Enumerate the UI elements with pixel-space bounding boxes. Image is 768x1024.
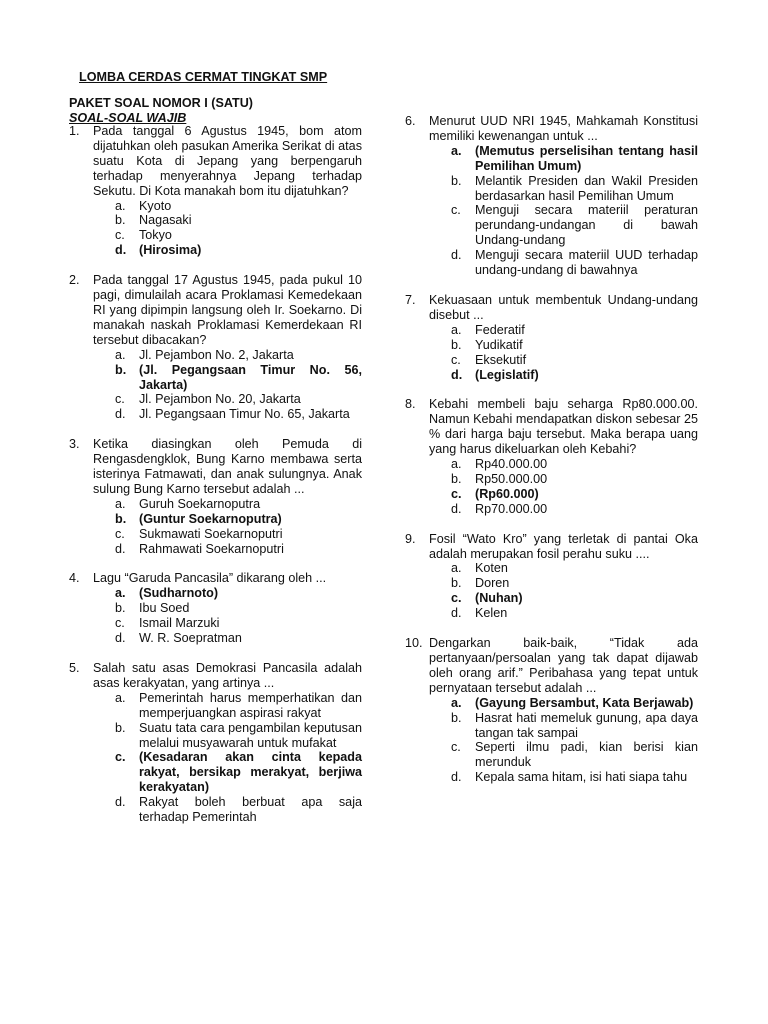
option-letter: a. — [115, 347, 126, 362]
answer-option — [451, 338, 698, 353]
option-letter: d. — [451, 248, 462, 263]
option-letter: c. — [115, 228, 125, 243]
option-text: Guruh Soekarnoputra — [139, 496, 261, 511]
option-text: Rakyat boleh berbuat apa saja terhadap Pemerintah — [139, 795, 362, 825]
option-text: Tokyo — [139, 228, 172, 243]
answer-options — [451, 457, 698, 517]
document-title: LOMBA CERDAS CERMAT TINGKAT SMP — [79, 70, 328, 84]
question-text: Kebahi membeli baju seharga Rp80.000.00. Namun Kebahi mendapatkan diskon sebesar 25 % dari harga baju tersebut. Maka berapa uang yang harus dikeluarkan oleh Kebahi? — [429, 397, 698, 457]
answer-option — [115, 795, 362, 825]
option-letter: d. — [115, 631, 126, 646]
question-number: 7. — [405, 292, 416, 307]
answer-option-correct — [451, 487, 698, 502]
question-text: Lagu “Garuda Pancasila” dikarang oleh ... — [93, 571, 327, 586]
option-text: Rahmawati Soekarnoputri — [139, 541, 284, 556]
answer-options — [115, 497, 362, 557]
answer-option-correct — [115, 750, 362, 795]
option-letter: b. — [451, 471, 462, 486]
answer-options — [451, 144, 698, 278]
answer-option — [451, 770, 698, 785]
answer-options — [451, 561, 698, 621]
question-item — [405, 293, 698, 382]
option-text: (Sudharnoto) — [139, 586, 219, 601]
packet-title: PAKET SOAL NOMOR I (SATU) — [69, 96, 254, 110]
answer-option-correct — [115, 363, 362, 393]
question-number: 3. — [69, 437, 80, 452]
option-letter: c. — [451, 486, 462, 501]
question-number: 5. — [69, 661, 80, 675]
option-letter: d. — [451, 367, 463, 382]
answer-options — [115, 586, 362, 646]
answer-option — [115, 616, 362, 631]
question-number: 10. — [405, 636, 423, 651]
option-text: (Hirosima) — [139, 243, 202, 258]
answer-options — [451, 696, 698, 785]
option-text: Doren — [475, 576, 510, 591]
right-column — [405, 114, 698, 785]
question-spacer — [405, 517, 698, 532]
question-text: Fosil “Wato Kro” yang terletak di pantai Oka adalah merupakan fosil perahu suku .... — [429, 531, 698, 561]
answer-option — [451, 606, 698, 621]
option-text: W. R. Soepratman — [139, 631, 242, 646]
option-text: Yudikatif — [475, 337, 523, 352]
question-text: Ketika diasingkan oleh Pemuda di Rengasdengklok, Bung Karno membawa serta isterinya Fatmawati, dan anak sulungnya. Anak sulung Bung Karno tersebut adalah ... — [93, 437, 362, 496]
option-text: Eksekutif — [475, 352, 527, 367]
question-number: 2. — [69, 273, 80, 288]
option-letter: a. — [451, 143, 462, 158]
question-item — [405, 636, 698, 785]
answer-option-correct — [115, 512, 362, 527]
question-spacer — [405, 382, 698, 397]
option-letter: d. — [115, 243, 127, 258]
option-letter: b. — [115, 213, 126, 228]
answer-option — [451, 174, 698, 204]
answer-option — [451, 576, 698, 591]
option-text: Kyoto — [139, 198, 172, 213]
question-spacer — [69, 646, 362, 661]
option-text: Rp40.000.00 — [475, 457, 548, 472]
question-item — [69, 661, 362, 825]
option-text: (Kesadaran akan cinta kepada rakyat, bersikap merakyat, berjiwa kerakyatan) — [139, 750, 362, 795]
option-letter: a. — [451, 322, 462, 337]
answer-option — [451, 248, 698, 278]
answer-option — [115, 407, 362, 422]
option-text: (Rp60.000) — [475, 486, 539, 501]
option-text: Sukmawati Soekarnoputri — [139, 526, 283, 541]
option-letter: d. — [115, 407, 126, 422]
option-letter: a. — [451, 457, 462, 472]
question-text: Dengarkan baik-baik, “Tidak ada pertanyaan/persoalan yang tak dapat dijawab oleh orang arif.” Peribahasa yang tepat untuk pernyataan tersebut adalah ... — [429, 636, 698, 695]
question-spacer — [69, 258, 362, 273]
option-text: (Jl. Pegangsaan Timur No. 56, Jakarta) — [139, 362, 362, 392]
answer-option — [115, 631, 362, 646]
option-letter: d. — [451, 606, 462, 621]
answer-option-correct — [451, 144, 698, 174]
answer-option — [115, 691, 362, 721]
option-text: Kepala sama hitam, isi hati siapa tahu — [475, 770, 688, 785]
answer-option-correct — [451, 696, 698, 711]
question-spacer — [405, 621, 698, 636]
question-text: Menurut UUD NRI 1945, Mahkamah Konstitusi memiliki kewenangan untuk ... — [429, 114, 698, 143]
answer-option — [115, 199, 362, 214]
question-item — [69, 437, 362, 556]
option-letter: a. — [115, 586, 126, 601]
answer-option — [451, 711, 698, 741]
option-letter: c. — [115, 392, 125, 407]
option-text: Federatif — [475, 322, 525, 337]
option-letter: c. — [115, 526, 125, 541]
option-letter: d. — [115, 541, 126, 556]
answer-option — [451, 502, 698, 517]
option-letter: c. — [115, 750, 126, 765]
option-text: (Guntur Soekarnoputra) — [139, 511, 282, 526]
question-number: 4. — [69, 571, 80, 586]
question-spacer — [69, 556, 362, 571]
question-text: Kekuasaan untuk membentuk Undang-undang disebut ... — [429, 292, 698, 322]
answer-option-correct — [451, 591, 698, 606]
answer-options — [451, 323, 698, 383]
question-item — [69, 124, 362, 258]
option-text: Jl. Pejambon No. 2, Jakarta — [139, 347, 294, 362]
answer-option — [115, 348, 362, 363]
answer-option-correct — [451, 368, 698, 383]
question-text: Pada tanggal 6 Agustus 1945, bom atom dijatuhkan oleh pasukan Amerika Serikat di atas suatu Kota di Jepang yang berpengaruh terhadap menyerahnya Jepang terhadap Sekutu. Di Kota manakah bom itu dijatuhkan? — [93, 124, 362, 198]
option-text: Nagasaki — [139, 213, 192, 228]
answer-option — [451, 353, 698, 368]
option-text: Seperti ilmu padi, kian berisi kian merunduk — [475, 740, 698, 770]
option-text: Jl. Pegangsaan Timur No. 65, Jakarta — [139, 407, 350, 422]
option-text: Pemerintah harus memperhatikan dan memperjuangkan aspirasi rakyat — [139, 690, 362, 720]
option-text: Ismail Marzuki — [139, 616, 220, 631]
option-letter: b. — [451, 337, 462, 352]
option-text: Menguji secara materiil UUD terhadap undang-undang di bawahnya — [475, 248, 698, 278]
option-letter: b. — [115, 362, 127, 377]
answer-option — [451, 472, 698, 487]
question-spacer — [405, 278, 698, 293]
question-item — [405, 114, 698, 278]
answer-option-correct — [115, 586, 362, 601]
question-item — [69, 273, 362, 422]
answer-options — [115, 691, 362, 825]
option-text: Jl. Pejambon No. 20, Jakarta — [139, 392, 301, 407]
answer-option — [451, 561, 698, 576]
question-item — [405, 397, 698, 516]
option-letter: c. — [451, 352, 461, 367]
answer-option — [115, 228, 362, 243]
question-text: Pada tanggal 17 Agustus 1945, pada pukul 10 pagi, dimulailah acara Proklamasi Kemedekaan RI yang dipimpin langsung oleh Ir. Soekarno. Di manakah naskah Proklamasi Kemerdekaan RI tersebut dibacakan? — [93, 273, 362, 347]
option-text: (Legislatif) — [475, 367, 539, 382]
option-text: Koten — [475, 561, 508, 576]
option-text: (Memutus perselisihan tentang hasil Pemilihan Umum) — [475, 143, 698, 173]
option-letter: a. — [451, 695, 462, 710]
option-letter: b. — [451, 173, 462, 188]
option-text: Kelen — [475, 606, 508, 621]
answer-option — [451, 740, 698, 770]
option-text: Rp50.000.00 — [475, 471, 548, 486]
answer-option — [115, 213, 362, 228]
option-letter: c. — [115, 616, 125, 631]
option-letter: c. — [451, 740, 461, 755]
option-letter: a. — [115, 496, 126, 511]
question-number: 9. — [405, 531, 416, 546]
option-letter: b. — [115, 511, 127, 526]
left-column — [69, 124, 362, 825]
question-item — [69, 571, 362, 646]
option-letter: a. — [115, 690, 126, 705]
answer-option — [115, 601, 362, 616]
answer-option — [451, 323, 698, 338]
option-text: Hasrat hati memeluk gunung, apa daya tangan tak sampai — [475, 710, 698, 740]
option-letter: d. — [115, 795, 126, 810]
option-letter: b. — [451, 576, 462, 591]
answer-option-correct — [115, 243, 362, 258]
question-spacer — [69, 422, 362, 437]
option-text: (Nuhan) — [475, 591, 523, 606]
option-text: (Gayung Bersambut, Kata Berjawab) — [475, 695, 694, 710]
option-letter: b. — [115, 601, 126, 616]
answer-option — [115, 527, 362, 542]
option-letter: a. — [451, 561, 462, 576]
question-item — [405, 532, 698, 621]
option-letter: a. — [115, 198, 126, 213]
option-text: Ibu Soed — [139, 601, 190, 616]
question-number: 8. — [405, 397, 416, 412]
answer-option — [451, 457, 698, 472]
question-text: Salah satu asas Demokrasi Pancasila adalah asas kerakyatan, yang artinya ... — [93, 661, 362, 690]
option-text: Melantik Presiden dan Wakil Presiden berdasarkan hasil Pemilihan Umum — [475, 173, 698, 203]
option-letter: d. — [451, 770, 462, 785]
answer-option — [115, 542, 362, 557]
question-number: 1. — [69, 124, 80, 138]
option-letter: c. — [451, 203, 461, 218]
option-letter: d. — [451, 501, 462, 516]
option-letter: c. — [451, 591, 462, 606]
section-title: SOAL-SOAL WAJIB — [69, 111, 187, 125]
option-text: Rp70.000.00 — [475, 501, 548, 516]
option-letter: b. — [115, 720, 126, 735]
answer-option — [115, 721, 362, 751]
option-text: Suatu tata cara pengambilan keputusan melalui musyawarah untuk mufakat — [139, 720, 362, 750]
answer-option — [115, 392, 362, 407]
option-letter: b. — [451, 710, 462, 725]
answer-options — [115, 348, 362, 423]
answer-option — [451, 203, 698, 248]
question-number: 6. — [405, 114, 416, 128]
answer-options — [115, 199, 362, 259]
answer-option — [115, 497, 362, 512]
option-text: Menguji secara materiil peraturan perundang-undangan di bawah Undang-undang — [475, 203, 698, 248]
